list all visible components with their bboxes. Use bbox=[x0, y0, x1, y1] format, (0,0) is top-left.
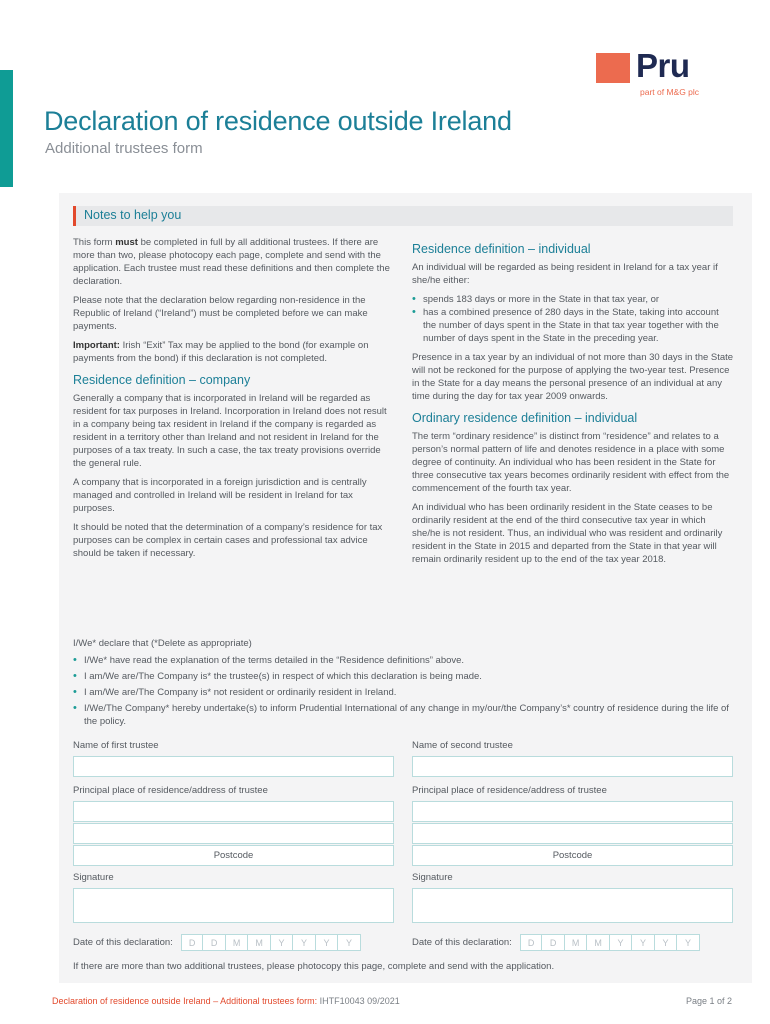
date-digit-box[interactable]: Y bbox=[632, 934, 655, 951]
page-subtitle: Additional trustees form bbox=[45, 140, 203, 157]
first-trustee-signature-field[interactable] bbox=[73, 888, 394, 923]
date-digit-box[interactable]: Y bbox=[293, 934, 316, 951]
postcode-label: Postcode bbox=[213, 850, 254, 861]
date-label: Date of this declaration: bbox=[412, 937, 512, 948]
logo-square-icon bbox=[596, 53, 630, 83]
first-trustee-name-label: Name of first trustee bbox=[73, 740, 159, 751]
important-label: Important: bbox=[73, 340, 120, 351]
declaration-block bbox=[73, 637, 738, 731]
first-trustee-address-line-1[interactable] bbox=[73, 801, 394, 822]
first-trustee-name-input[interactable] bbox=[73, 756, 394, 777]
date-digit-box[interactable]: M bbox=[587, 934, 610, 951]
second-trustee-address-label: Principal place of residence/address of trustee bbox=[412, 785, 607, 796]
second-trustee-signature-field[interactable] bbox=[412, 888, 733, 923]
notes-header bbox=[73, 206, 733, 226]
second-trustee-name-input[interactable] bbox=[412, 756, 733, 777]
logo-tagline: part of M&G plc bbox=[640, 87, 700, 97]
second-trustee-postcode-input[interactable] bbox=[412, 845, 733, 866]
notes-paragraph: It should be noted that the determination of a company’s residence for tax purposes can be complex in certain cases and professional tax advice should be taken if necessary. bbox=[73, 522, 383, 559]
photocopy-note: If there are more than two additional trustees, please photocopy this page, complete and send with the application. bbox=[73, 961, 555, 972]
notes-left-column bbox=[73, 236, 393, 566]
declaration-item: • I am/We are/The Company is* not resident or ordinarily resident in Ireland. bbox=[73, 686, 738, 699]
first-trustee-postcode-input[interactable] bbox=[73, 845, 394, 866]
second-trustee-address-line-1[interactable] bbox=[412, 801, 733, 822]
notes-text: This form bbox=[73, 237, 116, 248]
notes-marker bbox=[73, 206, 76, 226]
accent-side-bar bbox=[0, 70, 13, 187]
company-definition-heading: Residence definition – company bbox=[73, 373, 251, 387]
declaration-item: • I/We/The Company* hereby undertake(s) to inform Prudential International of any change in my/our/the Company’s* country of residence during the life of the policy. bbox=[73, 702, 738, 728]
declaration-list bbox=[73, 654, 738, 728]
notes-emphasis: must bbox=[115, 237, 138, 248]
footer-doc-title: Declaration of residence outside Ireland – Additional trustees form: bbox=[52, 996, 318, 1006]
notes-text: be completed in full by all additional trustees. If there are more than two, please photocopy each page, complete and send with the application. Each trustee must read these definitions and then complete the declaration. bbox=[73, 237, 390, 287]
first-trustee-signature-label: Signature bbox=[73, 872, 114, 883]
notes-paragraph: The term “ordinary residence” is distinct from “residence” and relates to a person’s normal pattern of life and denotes residence in a place with some degree of continuity. An individual who has been resident in the State for three consecutive tax years becomes ordinarily resident with effect from the commencement of the fourth tax year. bbox=[412, 431, 730, 494]
second-trustee-date-row bbox=[412, 934, 700, 951]
date-digit-box[interactable]: M bbox=[226, 934, 249, 951]
notes-paragraph: An individual who has been ordinarily resident in the State ceases to be ordinarily resident at the end of the third consecutive tax year in which she/he is not resident. Thus, an individual who was resident and ordinarily resident in the State in 2015 and departed from the State in that year will remain ordinarily resident up to the end of the tax year 2018. bbox=[412, 502, 723, 565]
second-trustee-signature-label: Signature bbox=[412, 872, 453, 883]
first-trustee-address-label: Principal place of residence/address of trustee bbox=[73, 785, 268, 796]
list-item: • spends 183 days or more in the State in that tax year, or bbox=[412, 293, 734, 306]
date-digit-box[interactable]: M bbox=[248, 934, 271, 951]
date-digit-box[interactable]: D bbox=[542, 934, 565, 951]
footer-document-reference bbox=[52, 996, 400, 1006]
notes-paragraph: A company that is incorporated in a foreign jurisdiction and is centrally managed and controlled in Ireland will be resident in Ireland for tax purposes. bbox=[73, 477, 367, 514]
date-digit-box[interactable]: M bbox=[565, 934, 588, 951]
date-digit-box[interactable]: Y bbox=[316, 934, 339, 951]
second-trustee-name-label: Name of second trustee bbox=[412, 740, 513, 751]
date-digit-box[interactable]: D bbox=[181, 934, 204, 951]
page-number: Page 1 of 2 bbox=[685, 996, 732, 1006]
second-trustee-address-line-2[interactable] bbox=[412, 823, 733, 844]
pru-logo bbox=[596, 47, 720, 98]
footer-doc-code: IHTF10043 09/2021 bbox=[317, 996, 400, 1006]
date-digit-box[interactable]: Y bbox=[610, 934, 633, 951]
page-title: Declaration of residence outside Ireland bbox=[44, 106, 512, 136]
individual-definition-heading: Residence definition – individual bbox=[412, 242, 591, 256]
first-trustee-date-input[interactable] bbox=[181, 934, 361, 951]
notes-text: Irish “Exit” Tax may be applied to the bond (for example on payments from the bond) if this declaration is not completed. bbox=[73, 340, 369, 364]
list-item: • has a combined presence of 280 days in the State, taking into account the number of days spent in the State in that tax year together with the number of days spent in the State in the preceding year. bbox=[412, 306, 734, 345]
date-label: Date of this declaration: bbox=[73, 937, 173, 948]
date-digit-box[interactable]: Y bbox=[271, 934, 294, 951]
date-digit-box[interactable]: Y bbox=[677, 934, 700, 951]
postcode-label: Postcode bbox=[552, 850, 593, 861]
date-digit-box[interactable]: D bbox=[520, 934, 543, 951]
notes-paragraph bbox=[73, 236, 393, 288]
notes-paragraph: An individual will be regarded as being resident in Ireland for a tax year if she/he either: bbox=[412, 262, 718, 286]
second-trustee-date-input[interactable] bbox=[520, 934, 700, 951]
declaration-item: • I/We* have read the explanation of the terms detailed in the “Residence definitions” above. bbox=[73, 654, 738, 667]
declaration-intro: I/We* declare that (*Delete as appropriate) bbox=[73, 638, 252, 649]
notes-paragraph: Presence in a tax year by an individual of not more than 30 days in the State will not be reckoned for the purpose of applying the two-year test. Presence in the State for a day means the personal presence of an individual at any time during the day for tax year 2009 onwards. bbox=[412, 352, 734, 402]
notes-right-column bbox=[412, 234, 734, 572]
notes-paragraph: Generally a company that is incorporated in Ireland will be regarded as resident for tax purposes in Ireland. Incorporation in Ireland does not result in a company being tax resident in Ireland if the company is regarded as resident in a territory other than Ireland and not resident in Ireland for the purposes of a tax treaty. In such a case, the tax treaty provisions override the general rule. bbox=[73, 393, 387, 469]
first-trustee-date-row bbox=[73, 934, 361, 951]
date-digit-box[interactable]: D bbox=[203, 934, 226, 951]
notes-title: Notes to help you bbox=[84, 208, 182, 222]
notes-paragraph bbox=[73, 339, 393, 365]
declaration-item: • I am/We are/The Company is* the trustee(s) in respect of which this declaration is being made. bbox=[73, 670, 738, 683]
date-digit-box[interactable]: Y bbox=[338, 934, 361, 951]
individual-criteria-list bbox=[412, 293, 734, 345]
notes-paragraph: Please note that the declaration below regarding non-residence in the Republic of Ireland (“Ireland”) must be completed before we can make payments. bbox=[73, 295, 368, 332]
ordinary-residence-heading: Ordinary residence definition – individual bbox=[412, 411, 638, 425]
first-trustee-address-line-2[interactable] bbox=[73, 823, 394, 844]
logo-wordmark: Pru bbox=[636, 47, 690, 84]
date-digit-box[interactable]: Y bbox=[655, 934, 678, 951]
